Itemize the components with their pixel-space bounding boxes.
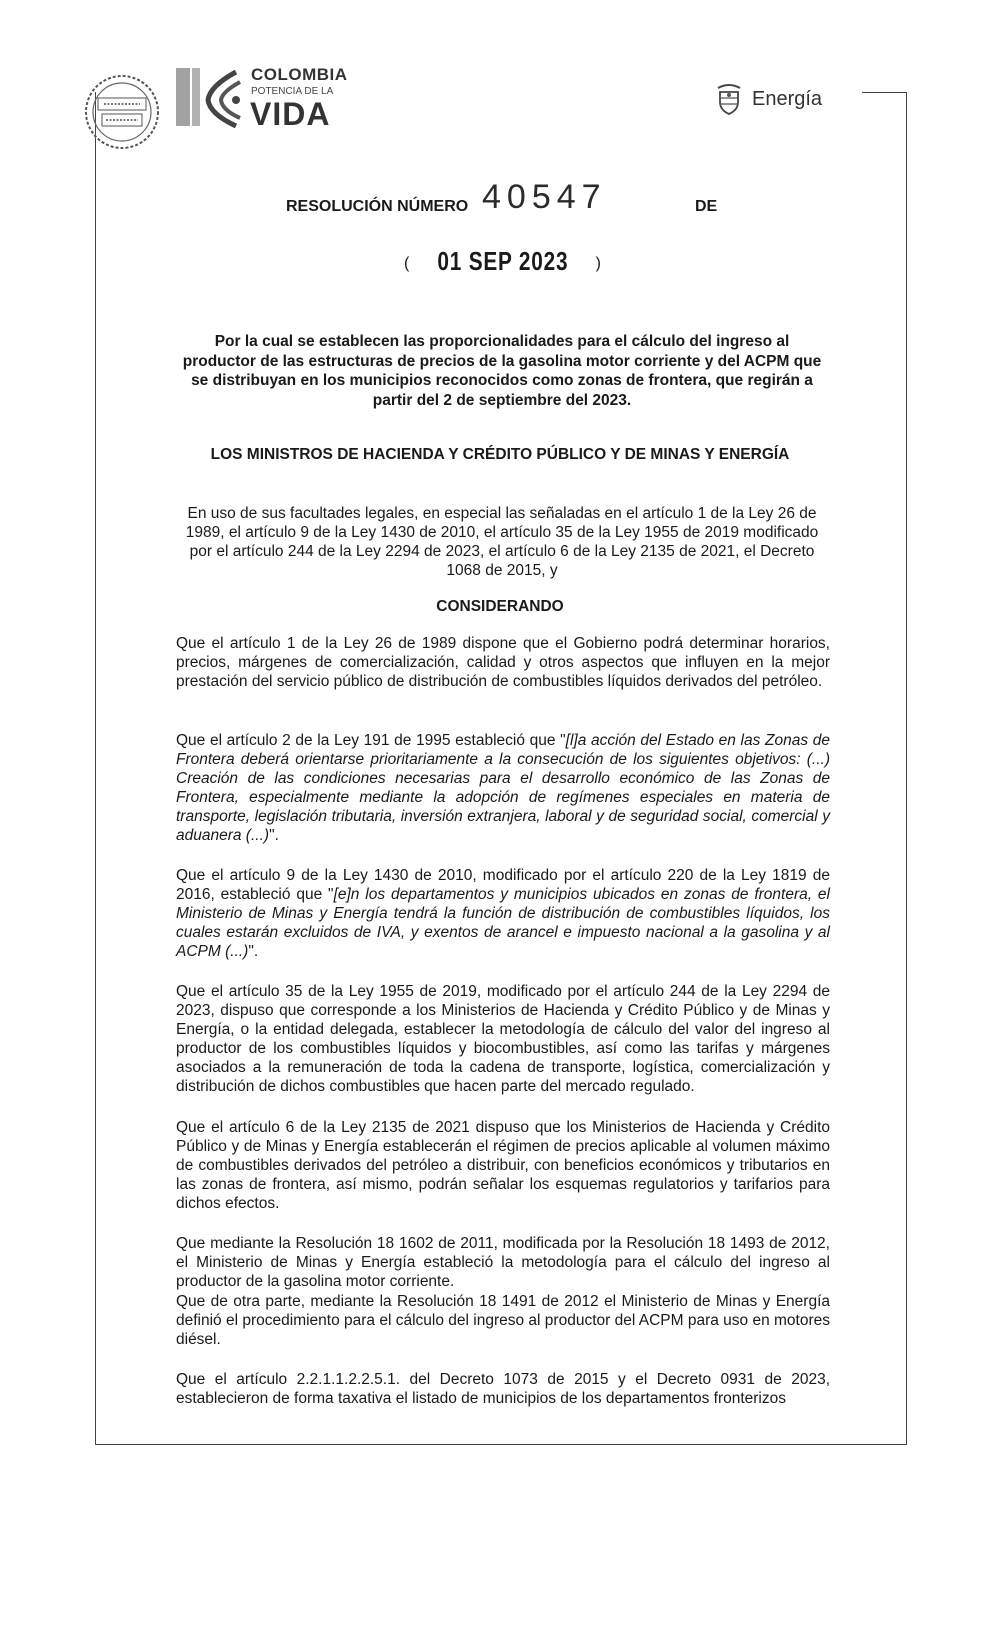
considerando-heading: CONSIDERANDO [436, 598, 564, 615]
considerando-paragraph-4: Que el artículo 35 de la Ley 1955 de 2019, modificado por el artículo 244 de la Ley 2294 de 2023, dispuso que corresponde a los Ministerios de Hacienda y Crédito Público y de Minas y Energía, o la entidad delegada, establecer la metodología de cálculo del valor del ingreso al productor de los combustibles líquidos y biocombustibles, así como las tarifas y márgenes asociados a la remuneración de toda la cadena de transporte, logística, comercialización y distribución de dichos combustibles que hacen parte del mercado regulado. [176, 983, 830, 1095]
ministry-energia-logo [714, 82, 822, 116]
colombia-potencia-logo [176, 62, 366, 132]
logo-text-vida: VIDA [250, 96, 331, 132]
paragraph-2-quote: [l]a acción del Estado en las Zonas de Frontera deberá orientarse prioritariamente a la consecución de los siguientes objetivos: (...) Creación de las condiciones necesarias para el desarrollo económico de las Zonas de Frontera, especialmente mediante la adopción de regímenes especiales en materia de transporte, legislación tributaria, inversión extranjera, laboral y de seguridad social, comercial y aduanera (...) [176, 732, 830, 844]
legal-faculties-paragraph: En uso de sus facultades legales, en especial las señaladas en el artículo 1 de la Ley 26 de 1989, el artículo 9 de la Ley 1430 de 2010, el artículo 35 de la Ley 1955 de 2019 modificado por el artículo 244 de la Ley 2294 de 2023, el artículo 6 de la Ley 2135 de 2021, el Decreto 1068 de 2015, y [185, 505, 819, 579]
considerando-paragraph-1: Que el artículo 1 de la Ley 26 de 1989 dispone que el Gobierno podrá determinar horarios, precios, márgenes de comercialización, calidad y otros aspectos que influyen en la mejor prestación del servicio público de distribución de combustibles líquidos derivados del petróleo. [176, 635, 830, 690]
ministers-heading: LOS MINISTROS DE HACIENDA Y CRÉDITO PÚBLICO Y DE MINAS Y ENERGÍA [210, 446, 790, 463]
coat-of-arms-icon [714, 82, 744, 116]
considerando-paragraph-2 [176, 731, 830, 845]
considerando-paragraph-5: Que el artículo 6 de la Ley 2135 de 2021 dispuso que los Ministerios de Hacienda y Crédito Público y de Minas y Energía establecerán el régimen de precios aplicable al volumen máximo de combustibles derivados del petróleo a distribuir, con beneficios económicos y tributarios en las zonas de frontera, así mismo, podrán señalar los esquemas regulatorios y tarifarios para dichos efectos. [176, 1119, 830, 1212]
resolution-number: 40547 [482, 178, 607, 216]
ministry-name: Energía [752, 87, 823, 110]
frame-top-line [862, 92, 906, 93]
considerando-paragraph-3 [176, 866, 830, 961]
paragraph-3-tail: ". [248, 943, 259, 960]
resolution-date: 01 SEP 2023 [436, 246, 568, 276]
paragraph-2-lead: Que el artículo 2 de la Ley 191 de 1995 estableció que " [176, 732, 566, 749]
paragraph-3-lead: Que el artículo 9 de la Ley 1430 de 2010, modificado por el artículo 220 de la Ley 1819 de 2016, estableció que " [176, 867, 830, 903]
logo-text-potencia: POTENCIA DE LA [251, 86, 334, 97]
considerando-paragraph-7: Que de otra parte, mediante la Resolución 18 1491 de 2012 el Ministerio de Minas y Energía definió el procedimiento para el cálculo del ingreso al productor del ACPM para uso en motores diésel. [176, 1293, 830, 1348]
resolution-title: Por la cual se establecen las proporcionalidades para el cálculo del ingreso al productor de las estructuras de precios de la gasolina motor corriente y del ACPM que se distribuyan en los municipios reconocidos como zonas de frontera, que regirán a partir del 2 de septiembre del 2023. [182, 333, 822, 409]
date-paren-open: ( [404, 255, 410, 272]
paragraph-3-quote: [e]n los departamentos y municipios ubicados en zonas de frontera, el Ministerio de Minas y Energía tendrá la función de distribución de combustibles líquidos, los cuales estarán excluidos de IVA, y exentos de arancel e impuesto nacional a la gasolina y al ACPM (...) [176, 886, 830, 960]
resolution-label: RESOLUCIÓN NÚMERO [286, 198, 469, 215]
resolution-de: DE [695, 198, 718, 215]
paragraph-2-tail: ". [269, 827, 279, 844]
date-paren-close: ) [595, 255, 601, 272]
resolution-date-line [404, 246, 604, 277]
considerando-paragraph-6: Que mediante la Resolución 18 1602 de 2011, modificada por la Resolución 18 1493 de 2012, el Ministerio de Minas y Energía estableció la metodología para el cálculo del ingreso al productor de la gasolina motor corriente. [176, 1235, 830, 1290]
logo-text-colombia: COLOMBIA [251, 65, 348, 84]
considerando-paragraph-8: Que el artículo 2.2.1.1.2.2.5.1. del Decreto 1073 de 2015 y el Decreto 0931 de 2023, establecieron de forma taxativa el listado de municipios de los departamentos fronterizos [176, 1371, 830, 1407]
logo-mark-icon [176, 64, 246, 130]
energy-change-seal [82, 72, 162, 152]
